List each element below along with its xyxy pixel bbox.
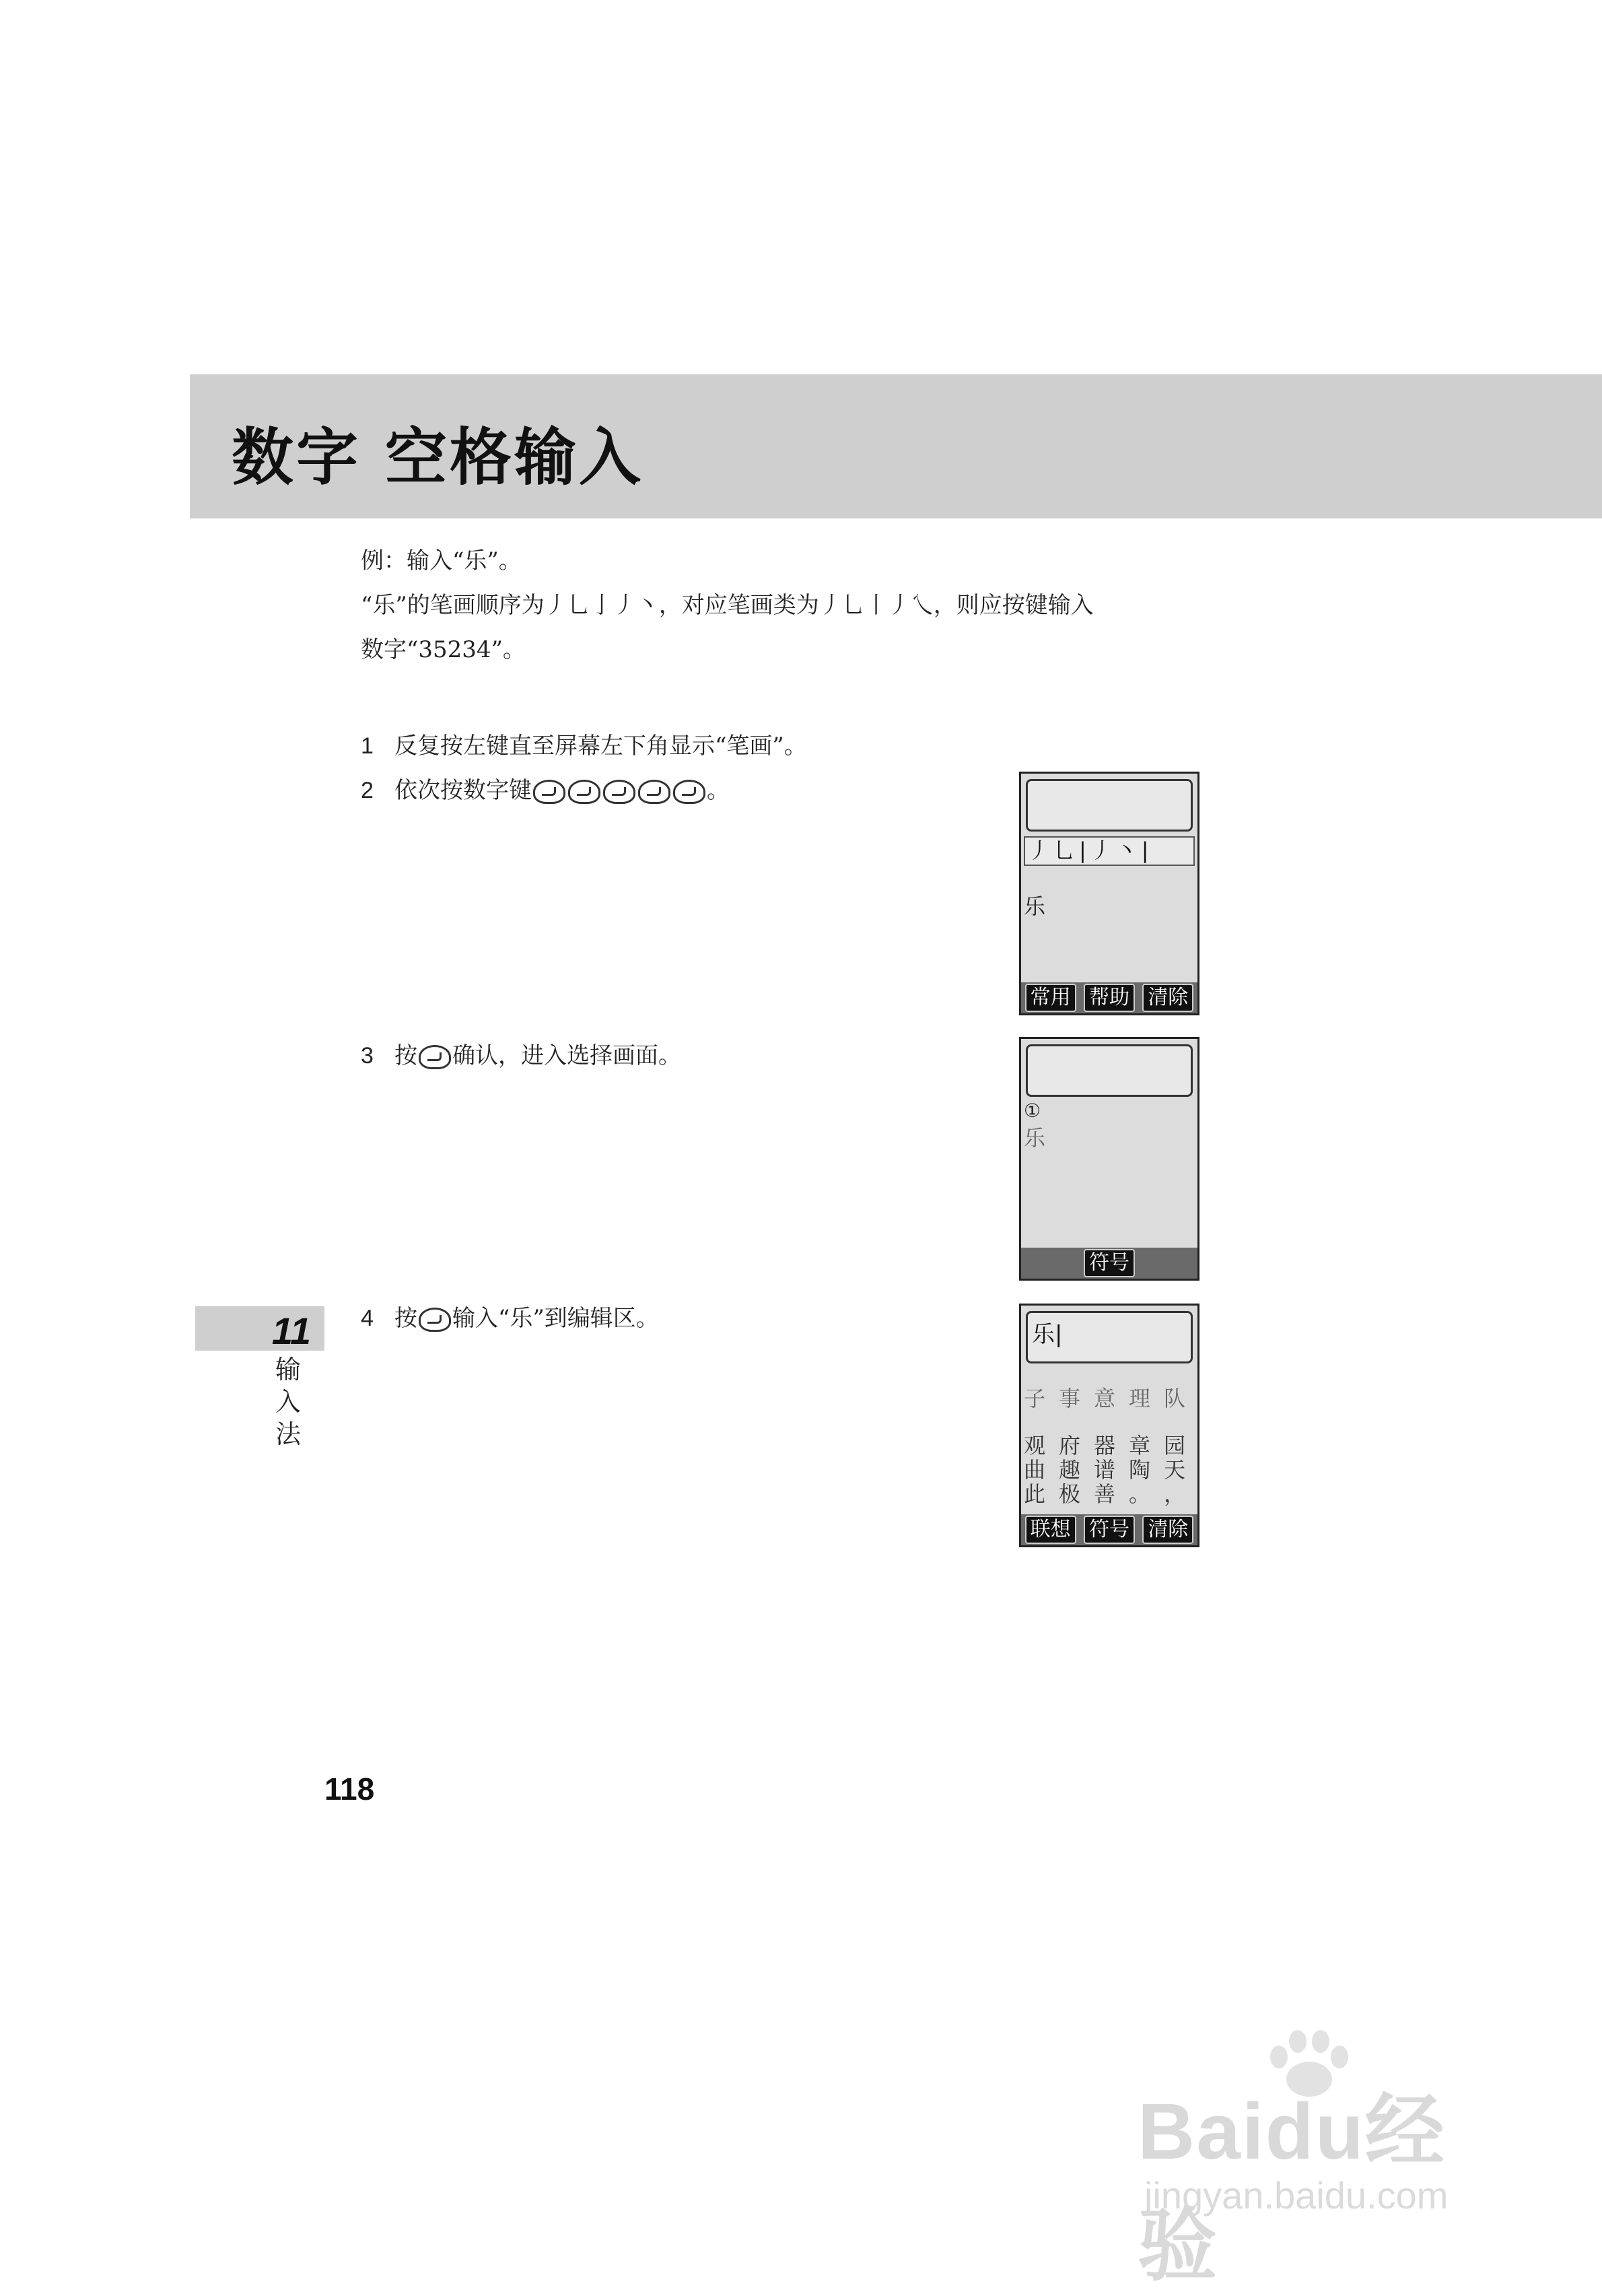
assoc-char[interactable]: 意: [1094, 1386, 1116, 1411]
title-band: [190, 374, 1602, 518]
assoc-char[interactable]: 理: [1129, 1386, 1151, 1411]
key-2-icon: [603, 780, 635, 804]
softkey-symbol[interactable]: 符号: [1084, 1249, 1135, 1277]
phone-screen-selection: [1019, 1037, 1199, 1281]
grid-char[interactable]: 。: [1129, 1481, 1151, 1507]
stroke-bar: 丿乚|丿丶|: [1024, 836, 1195, 866]
step-text: 反复按左键直至屏幕左下角显示“笔画”。: [394, 733, 807, 759]
grid-char[interactable]: 陶: [1129, 1457, 1151, 1483]
intro-line-3: 数字“35234”。: [361, 636, 526, 663]
step-text-end: 输入“乐”到编辑区。: [452, 1305, 659, 1332]
grid-char[interactable]: ，: [1164, 1481, 1186, 1507]
key-5-icon: [568, 780, 600, 804]
phone-screen-stroke-input: [1019, 772, 1199, 1015]
chapter-label-char: 输: [275, 1355, 301, 1384]
ok-key-icon: [419, 1045, 451, 1069]
step-text: 按: [394, 1042, 417, 1069]
watermark-url: jingyan.baidu.com: [1144, 2174, 1449, 2217]
intro-line-1: 例：输入“乐”。: [361, 547, 522, 574]
assoc-char[interactable]: 子: [1024, 1386, 1046, 1411]
grid-char[interactable]: 此: [1024, 1481, 1046, 1507]
assoc-char[interactable]: 队: [1164, 1386, 1186, 1411]
grid-char[interactable]: 趣: [1059, 1457, 1081, 1483]
candidate-char[interactable]: 乐: [1024, 1125, 1046, 1151]
softkey-help[interactable]: 帮助: [1084, 984, 1135, 1012]
step-text-end: 。: [707, 777, 730, 804]
step-4: [361, 1299, 659, 1332]
baidu-watermark: [1138, 2027, 1514, 2291]
chapter-tab: [195, 1306, 324, 1351]
candidate-char: 乐: [1024, 893, 1046, 919]
input-box: [1026, 779, 1193, 832]
grid-char[interactable]: 善: [1094, 1481, 1116, 1507]
edit-area[interactable]: 乐|: [1026, 1311, 1193, 1363]
assoc-char[interactable]: 事: [1059, 1386, 1081, 1411]
input-box: [1026, 1044, 1193, 1097]
softkey-bar: [1021, 982, 1197, 1013]
candidate-index: ①: [1024, 1100, 1041, 1122]
phone-screen-result: [1019, 1304, 1199, 1547]
chapter-label-char: 法: [275, 1419, 301, 1449]
key-4-icon: [673, 780, 705, 804]
grid-char[interactable]: 府: [1059, 1433, 1081, 1458]
chapter-number: 11: [271, 1310, 311, 1352]
softkey-bar: [1021, 1248, 1197, 1279]
softkey-common[interactable]: 常用: [1025, 984, 1076, 1012]
grid-char[interactable]: 观: [1024, 1433, 1046, 1458]
grid-char[interactable]: 谱: [1094, 1457, 1116, 1483]
chapter-label-char: 入: [275, 1387, 301, 1417]
association-row: [1024, 1386, 1199, 1411]
page-title: 数字 空格输入: [232, 421, 644, 494]
symbol-grid: [1024, 1433, 1199, 1506]
watermark-logo: Baidu经验: [1138, 2087, 1446, 2291]
softkey-clear[interactable]: 清除: [1142, 984, 1193, 1012]
step-number: 4: [361, 1306, 374, 1331]
grid-char[interactable]: 章: [1129, 1433, 1151, 1458]
grid-char[interactable]: 天: [1164, 1457, 1186, 1483]
softkey-symbol[interactable]: 符号: [1084, 1516, 1135, 1544]
grid-char[interactable]: 园: [1164, 1433, 1186, 1458]
step-number: 2: [361, 778, 374, 803]
key-3-icon: [638, 780, 670, 804]
chapter-label: [273, 1353, 303, 1450]
step-1: [361, 727, 807, 760]
key-1-icon: [419, 1308, 451, 1332]
step-number: 3: [361, 1043, 374, 1069]
softkey-associate[interactable]: 联想: [1025, 1516, 1076, 1544]
softkey-clear[interactable]: 清除: [1142, 1516, 1193, 1544]
grid-char[interactable]: 器: [1094, 1433, 1116, 1458]
key-3-icon: [533, 780, 565, 804]
step-2: [361, 772, 730, 805]
page-number: 118: [324, 1771, 375, 1807]
softkey-bar: [1021, 1514, 1197, 1545]
step-number: 1: [361, 733, 374, 759]
grid-char[interactable]: 极: [1059, 1481, 1081, 1507]
grid-char[interactable]: 曲: [1024, 1457, 1046, 1483]
intro-line-2: “乐”的笔画顺序为丿乚亅丿丶，对应笔画类为丿乚丨丿乀，则应按键输入: [361, 592, 1094, 619]
step-3: [361, 1037, 681, 1070]
step-text-end: 确认，进入选择画面。: [452, 1042, 681, 1069]
step-text: 按: [394, 1305, 417, 1332]
step-text: 依次按数字键: [394, 777, 532, 804]
